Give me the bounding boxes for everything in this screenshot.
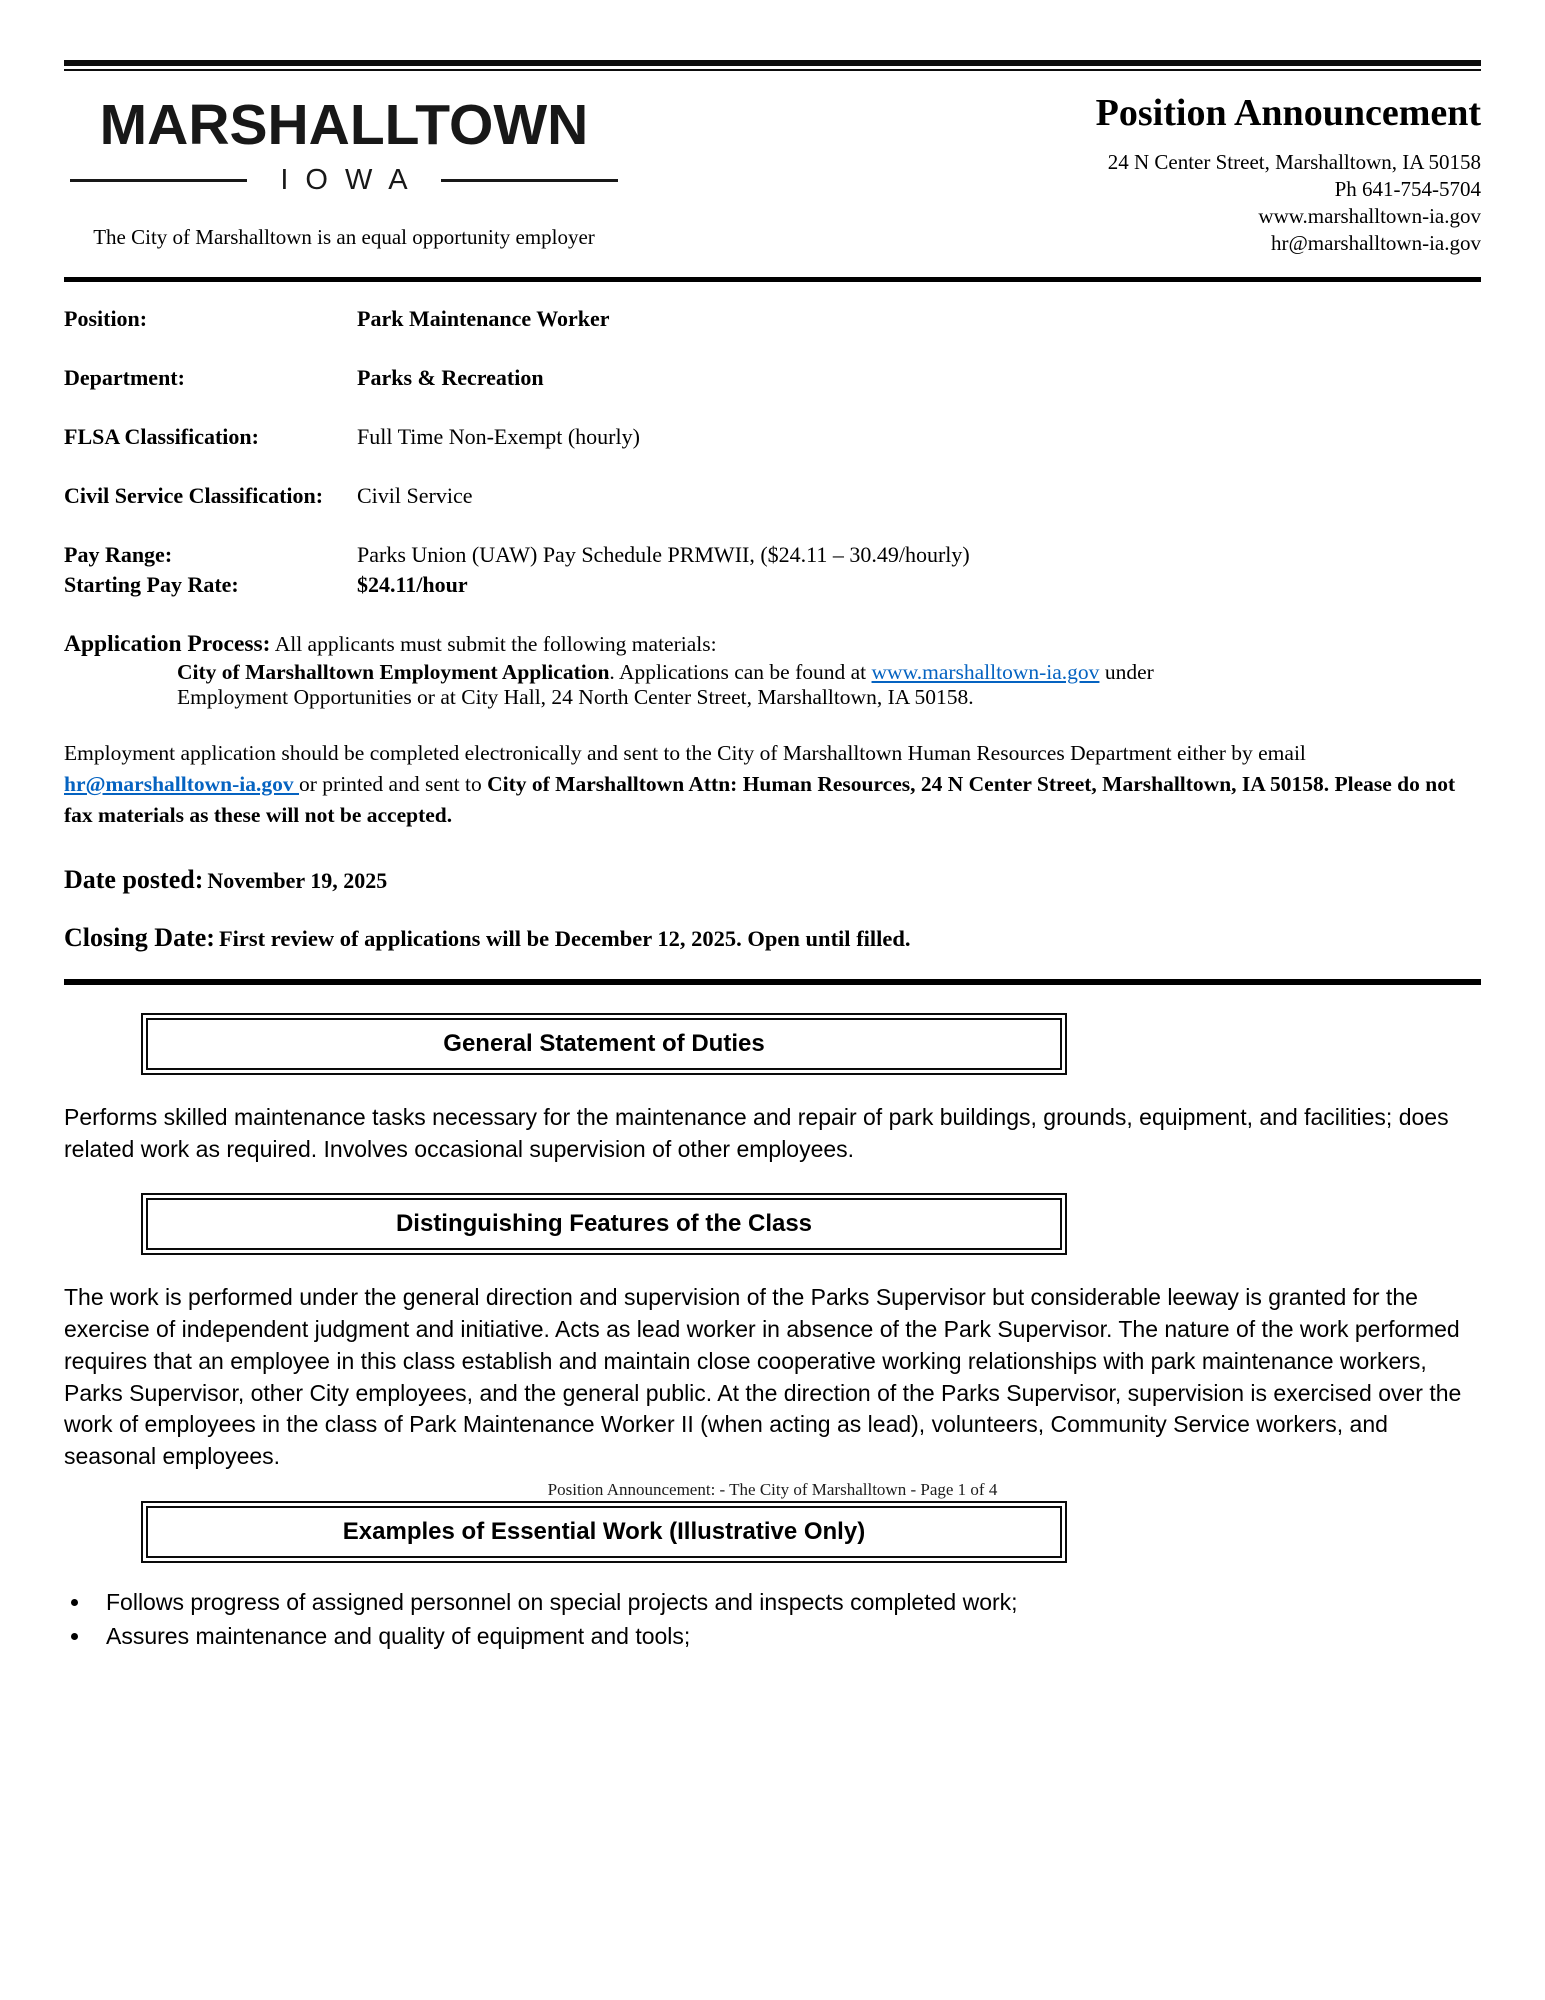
logo-line-right	[441, 179, 618, 182]
closing-date-label: Closing Date:	[64, 923, 215, 953]
field-department-value: Parks & Recreation	[357, 364, 544, 390]
application-item-text-1: . Applications can be found at	[609, 659, 872, 684]
closing-date-value: First review of applications will be December 12, 2025. Open until filled.	[218, 926, 911, 952]
top-border	[64, 60, 1481, 71]
equal-opportunity-tagline: The City of Marshalltown is an equal opportunity employer	[93, 225, 595, 249]
field-civil-service	[64, 483, 1481, 509]
field-flsa	[64, 424, 1481, 450]
field-department-label: Department:	[64, 364, 185, 390]
city-logo	[64, 89, 624, 250]
employment-text-1: Employment application should be completed electronically and sent to the City of Marshalltown Human Resources Department either by email	[64, 740, 1306, 765]
section-heading-box-general	[141, 1013, 1067, 1075]
date-posted-row	[64, 865, 1481, 895]
application-item-text-2: under Employment Opportunities or at City Hall, 24 North Center Street, Marshalltown, IA 50158.	[177, 659, 1154, 709]
website-link[interactable]: www.marshalltown-ia.gov	[871, 659, 1100, 684]
logo-marshalltown-text: MARSHALLTOWN	[99, 93, 589, 157]
header	[64, 89, 1481, 257]
field-pay-range	[64, 542, 1481, 568]
field-flsa-value: Full Time Non-Exempt (hourly)	[357, 423, 640, 449]
general-statement-body: Performs skilled maintenance tasks necessary for the maintenance and repair of park buildings, grounds, equipment, and facilities; does related work as required. Involves occasional supervision of other employees.	[64, 1104, 1449, 1162]
section-heading-box-distinguishing	[141, 1193, 1067, 1255]
field-starting-pay	[64, 572, 1481, 598]
document-title: Position Announcement	[1095, 92, 1481, 134]
position-details	[64, 306, 1481, 598]
date-posted-label: Date posted:	[64, 865, 204, 895]
field-starting-pay-label: Starting Pay Rate:	[64, 571, 239, 597]
field-civil-service-value: Civil Service	[357, 482, 473, 508]
application-process-label: Application Process:	[64, 630, 271, 657]
page-footer: Position Announcement: - The City of Marshalltown - Page 1 of 4	[547, 1480, 998, 1499]
employment-application-bold: City of Marshalltown Employment Application	[177, 659, 610, 684]
application-materials-item	[177, 660, 1257, 710]
field-position	[64, 306, 1481, 332]
field-flsa-label: FLSA Classification:	[64, 423, 259, 449]
logo-subtitle-row	[64, 164, 624, 197]
employment-text-3: City of Marshalltown Attn: Human Resources, 24 N Center Street, Marshalltown, IA 50158. Please do not fax materials as these will not be accepted.	[64, 771, 1456, 827]
employment-text-2: or printed and sent to	[299, 771, 488, 796]
field-civil-service-label: Civil Service Classification:	[64, 482, 324, 508]
header-website: www.marshalltown-ia.gov	[1258, 203, 1481, 228]
essential-work-item: • Assures maintenance and quality of equipment and tools;	[92, 1623, 1481, 1650]
employment-instructions	[64, 738, 1481, 832]
header-contact-block	[1096, 89, 1481, 257]
header-phone: Ph 641-754-5704	[1334, 176, 1481, 201]
application-process-intro	[64, 631, 1481, 658]
header-address: 24 N Center Street, Marshalltown, IA 50158	[1107, 150, 1481, 174]
logo-line-left	[70, 179, 247, 182]
logo-iowa-text: IOWA	[280, 164, 425, 196]
date-posted-value: November 19, 2025	[207, 868, 388, 894]
section-heading-general: General Statement of Duties	[146, 1018, 1062, 1070]
section-heading-examples: Examples of Essential Work (Illustrative Only)	[146, 1506, 1062, 1558]
section-divider	[64, 979, 1481, 985]
field-position-value: Park Maintenance Worker	[357, 305, 610, 331]
section-heading-distinguishing: Distinguishing Features of the Class	[146, 1198, 1062, 1250]
field-pay-range-value: Parks Union (UAW) Pay Schedule PRMWII, ($24.11 – 30.49/hourly)	[357, 541, 970, 567]
field-starting-pay-value: $24.11/hour	[357, 571, 468, 597]
field-pay-range-label: Pay Range:	[64, 541, 173, 567]
application-process-intro-text: All applicants must submit the following materials:	[270, 631, 717, 656]
closing-date-row	[64, 923, 1481, 953]
essential-work-item: • Follows progress of assigned personnel on special projects and inspects completed work;	[92, 1589, 1481, 1616]
field-department	[64, 365, 1481, 391]
header-divider	[64, 277, 1481, 282]
section-heading-box-examples	[141, 1501, 1067, 1563]
application-process	[64, 631, 1481, 710]
header-email: hr@marshalltown-ia.gov	[1270, 230, 1481, 255]
hr-email-link[interactable]: hr@marshalltown-ia.gov	[64, 771, 299, 796]
essential-work-list	[64, 1589, 1481, 1650]
field-position-label: Position:	[64, 305, 148, 331]
distinguishing-features-body: The work is performed under the general direction and supervision of the Parks Supervisor but considerable leeway is granted for the exercise of independent judgment and initiative. Acts as lead worker in absence of the Park Supervisor. The nature of the work performed requires that an employee in this class establish and maintain close cooperative working relationships with park maintenance workers, Parks Supervisor, other City employees, and the general public. At the direction of the Parks Supervisor, supervision is exercised over the work of employees in the class of Park Maintenance Worker II (when acting as lead), volunteers, Community Service workers, and seasonal employees.	[64, 1284, 1462, 1470]
